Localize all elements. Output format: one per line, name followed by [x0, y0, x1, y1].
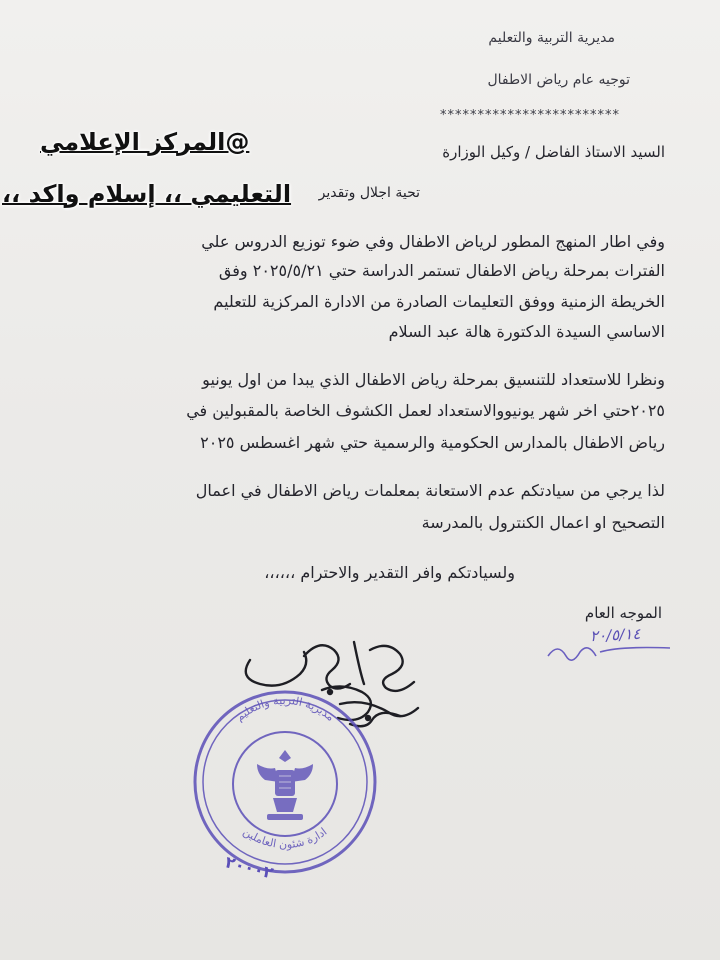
media-center-caption: @المركز الإعلامي [40, 128, 250, 156]
p1-line-4: الاساسي السيدة الدكتورة هالة عبد السلام [388, 322, 665, 341]
official-stamp-icon [185, 672, 385, 882]
p2-line-2: ٢٠٢٥حتي اخر شهر يونيووالاستعداد لعمل الكشوف الخاصة بالمقبولين في [186, 401, 665, 420]
department-heading: توجيه عام رياض الاطفال [487, 72, 630, 88]
greeting-line: تحية اجلال وتقدير [318, 185, 420, 201]
p2-line-1: ونظرا للاستعداد للتنسيق بمرحلة رياض الاطفال الذي يبدا من اول يونيو [202, 370, 665, 389]
signatory-title: الموجه العام [584, 604, 662, 622]
header-separator: ************************ [440, 108, 620, 123]
stamp-serial-number: ٢٠٠٠٢ [223, 852, 276, 883]
p3-line-1: لذا يرجي من سيادتكم عدم الاستعانة بمعلمات رياض الاطفال في اعمال [195, 481, 665, 500]
p3-line-2: التصحيح او اعمال الكنترول بالمدرسة [421, 513, 665, 532]
stamp-top-text: مديرية التربية والتعليم [233, 693, 337, 724]
addressee-line: السيد الاستاذ الفاضل / وكيل الوزارة [442, 143, 665, 161]
p1-line-2: الفترات بمرحلة رياض الاطفال تستمر الدراسة حتي ٢٠٢٥/٥/٢١ وفق [218, 261, 665, 280]
closing-line: ولسيادتكم وافر التقدير والاحترام ،،،،،، [264, 563, 515, 582]
date-scribble-icon [540, 630, 680, 670]
publisher-caption: التعليمي ،، إسلام واكد ،، [2, 180, 292, 208]
p1-line-1: وفي اطار المنهج المطور لرياض الاطفال وفي ضوء توزيع الدروس علي [201, 232, 665, 251]
stamp-bottom-text: ادارة شئون العاملين [240, 825, 330, 852]
directorate-heading: مديرية التربية والتعليم [488, 30, 615, 46]
signature-date: ٢٠/٥/١٤ [589, 624, 641, 646]
p2-line-3: رياض الاطفال بالمدارس الحكومية والرسمية حتي شهر اغسطس ٢٠٢٥ [200, 433, 665, 452]
p1-line-3: الخريطة الزمنية ووفق التعليمات الصادرة من الادارة المركزية للتعليم [213, 292, 665, 311]
svg-text:ادارة شئون العاملين [241, 825, 330, 851]
